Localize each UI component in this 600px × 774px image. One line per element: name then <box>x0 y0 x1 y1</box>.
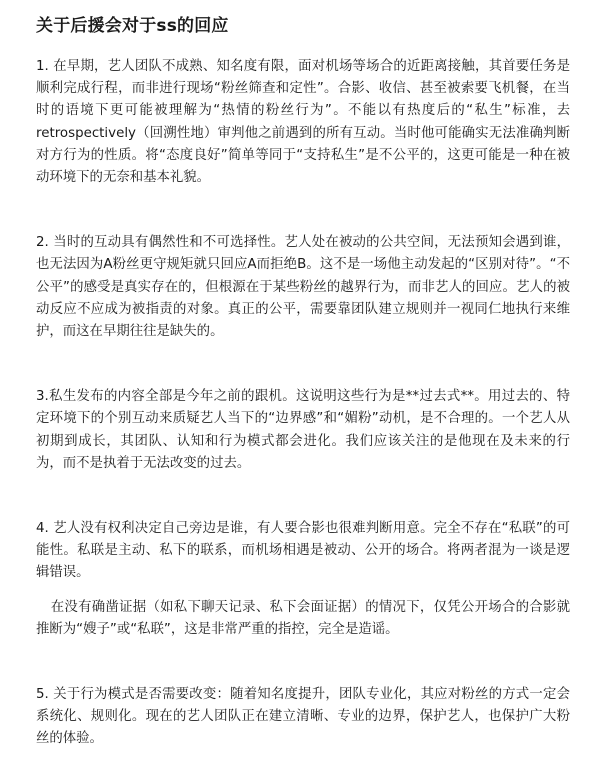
paragraph-4-continued: 在没有确凿证据（如私下聊天记录、私下会面证据）的情况下，仅凭公开场合的合影就推断为“嫂子”或“私联”，这是非常严重的指控，完全是造谣。 <box>36 599 570 637</box>
paragraph-4: 4. 艺人没有权利决定自己旁边是谁，有人要合影也很难判断用意。完全不存在“私联”的可能性。私联是主动、私下的联系，而机场相遇是被动、公开的场合。将两者混为一谈是逻辑错误。 <box>36 521 570 581</box>
paragraph-2: 2. 当时的互动具有偶然性和不可选择性。艺人处在被动的公共空间，无法预知会遇到谁，也无法因为A粉丝更守规矩就只回应A而拒绝B。这不是一场他主动发起的“区别对待”。“不公平”的感受是真实存在的，但根源在于某些粉丝的越界行为，而非艺人的回应。艺人的被动反应不应成为被指责的对象。真正的公平，需要靠团队建立规则并一视同仁地执行来维护，而这在早期往往是缺失的。 <box>36 235 570 340</box>
paragraph-1: 1. 在早期，艺人团队不成熟、知名度有限，面对机场等场合的近距离接触，其首要任务是顺利完成行程，而非进行现场“粉丝筛查和定性”。合影、收信、甚至被索要飞机餐，在当时的语境下更可能被理解为“热情的粉丝行为”。不能以有热度后的“私生”标准，去retrospectively（回溯性地）审判他之前遇到的所有互动。当时他可能确实无法准确判断对方行为的性质。将“态度良好”简单等同于“支持私生”是不公平的，这更可能是一种在被动环境下的无奈和基本礼貌。 <box>36 59 570 186</box>
paragraph-3: 3.私生发布的内容全部是今年之前的跟机。这说明这些行为是**过去式**。用过去的、特定环境下的个别互动来质疑艺人当下的“边界感”和“媚粉”动机，是不合理的。一个艺人从初期到成长，其团队、认知和行为模式都会进化。我们应该关注的是他现在及未来的行为，而不是执着于无法改变的过去。 <box>36 389 570 471</box>
document-title: 关于后援会对于ss的回应 <box>36 16 229 36</box>
paragraph-5: 5. 关于行为模式是否需要改变：随着知名度提升，团队专业化，其应对粉丝的方式一定会系统化、规则化。现在的艺人团队正在建立清晰、专业的边界，保护艺人，也保护广大粉丝的体验。 <box>36 687 570 747</box>
